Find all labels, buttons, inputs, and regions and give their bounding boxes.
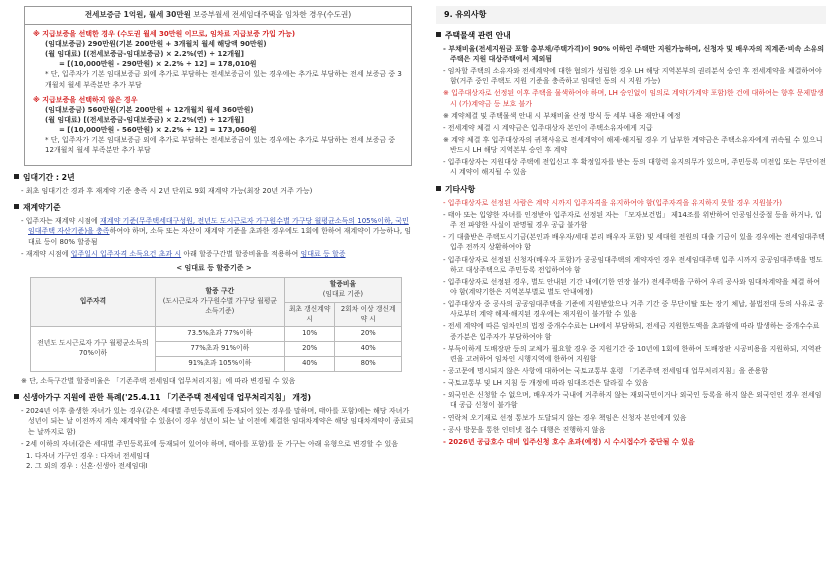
newborn-sub-2: 2. 그 외의 경우 : 신혼·신생아 전세임대Ⅰ (26, 462, 148, 471)
list-item: - 입주대상자로 선정된 경우, 별도 안내된 기간 내에(기한 연장 불가) 전세주택을 구하여 우리 공사와 임대차계약을 체결 하여야 함(계약기한은 지역본부별로 별도 안내예정) (443, 277, 821, 296)
surcharge-table-title: < 임대료 등 할증기준 > (176, 263, 252, 272)
list-item: ※ 입주대상자로 선정된 이후 주택을 물색하여야 하며, LH 승인없이 임의로 계약(가계약 포함)한 건에 대하여는 향후 문제발생시 (가)계약금 등 보호 불가 (443, 89, 824, 108)
col-range: 할증 구간 (도시근로자 가구원수별 가구당 월평균 소득기준) (155, 278, 284, 327)
list-item: - 국토교통부 및 LH 지침 등 개정에 따라 임대조건은 달라질 수 있음 (443, 379, 649, 388)
list-item: - 공고문에 명시되지 않은 사항에 대하여는 국토교통부 훈령 「기존주택 전세임대 업무처리지침」을 준용함 (443, 366, 769, 375)
list-item: - 입주대상자로 선정된 사람은 계약 시까지 입주자격을 유지하여야 함(입주자격을 유지하지 못할 경우 지원불가) (443, 198, 782, 207)
list-item: - 태아 또는 입양한 자녀를 인정받아 입주자로 선정된 자는 「모자보건법」 제14조를 위반하여 인공임신중절 등을 하거나, 입주 전 파양한 사실이 판명될 경우 공급 불가함 (443, 211, 822, 230)
etc-section-title: 기타사항 (436, 184, 826, 195)
renew-item-1: - 입주자는 재계약 시점에 재계약 기준(무주택세대구성원, 전년도 도시근로자 가구원수별 가구당 월평균소득의 105%이하, 국민임대주택 자산기준)을 충족하여야 하며, 소득 또는 자산이 재계약 기준을 초과한 경우에도 1회에 한하여 재계약이 가능하나, 임대료 등이 80% 할증됨 (21, 217, 412, 246)
list-item: - 입주대상자는 지원대상 주택에 전입신고 후 확정일자를 받는 등의 대항력 유지의무가 있으며, 주민등록 미전입 또는 무단이전 시 계약이 해지될 수 있음 (443, 158, 826, 177)
right-column (436, 6, 826, 449)
bullet-square-icon (14, 174, 19, 179)
list-item: - 임차할 주택의 소유자와 전세계약에 대한 협의가 성립한 경우 LH 해당 지역본부의 권리분석 승인 후 전세계약을 체결하여야 함(거주 중인 주택도 지원 기준을 충족하고 임대인 동의 시 지원 가능) (443, 67, 822, 86)
newborn-item-2: - 2세 이하의 자녀(같은 세대별 주민등록표에 등재되어 있어야 하며, 태아를 포함)를 둔 가구는 아래 유형으로 변경할 수 있음 (21, 439, 399, 448)
housing-section-title: 주택물색 관련 안내 (436, 30, 826, 41)
list-item: ※ 계약 체결 후 입주대상자의 귀책사유로 전세계약이 해제·해지될 경우 기 납부한 계약금은 주택소유자에게 귀속될 수 있으니 반드시 LH 해당 지역본부 승인 후 계약 (443, 136, 823, 155)
list-item: - 입주대상자 중 공사의 공공임대주택을 기준에 지원받았으나 거주 기간 중 무단이탈 또는 장기 체납, 불법전대 등의 사유로 공사로부터 계약 해제·해지된 경우에는 재지원이 불가할 수 있음 (443, 300, 824, 319)
list-item: - 입주대상자로 선정된 신청자(배우자 포함)가 공공임대주택의 계약자인 경우 전세임대주택 입주 시까지 공공임대주택을 명도하고 대상주택으로 주민등록 전입하여야 함 (443, 255, 823, 274)
col-rate: 할증비율 (임대료 기준) (284, 278, 401, 303)
period-section-title: 임대기간 : 2년 (14, 172, 414, 183)
case-no-guarantee: ※ 지급보증을 선택하지 않은 경우 (임대보증금) 560만원(기본 200만원 + 12개월치 월세 360만원) (월 임대료) [(전세보증금-임대보증금) × 2.2%(연) ÷ 12개월] = [(10,000만원 - 560만원) × 2.2% ÷ 12] = 173,060원 * 단, 입주자가 기본 임대보증금 외에 추가로 부담하는 전세보증금이 있는 경우에는 추가로 부담하는 전세 보증금 중 12개월치 월세 부족분만 추가 부담 (33, 95, 396, 155)
case-guarantee: ※ 지급보증을 선택한 경우 (수도권 월세 30만원 이므로, 임차료 지급보증 가입 가능) (임대보증금) 290만원(기본 200만원 + 3개월치 월세 해당액 90만원) (월 임대료) [(전세보증금-임대보증금) × 2.2%(연) ÷ 12개월] = [(10,000만원 - 290만원) × 2.2% ÷ 12] = 178,010원 * 단, 입주자가 기본 임대보증금 외에 추가로 부담하는 전세보증금이 있는 경우에는 추가로 부담하는 전세 보증금 중 3개월치 월세 부족분만 추가 부담 (33, 29, 402, 89)
example-box (24, 6, 412, 166)
list-item: - 기 대출받은 주택도시기금(본인과 배우자/세대 분리 배우자 포함) 및 세대원 전원의 대출 기금이 있을 경우에는 전세임대주택 입주 전까지 상환하여야 함 (443, 233, 825, 252)
list-item: - 공사 방문을 통한 인터넷 접수 대행은 진행하지 않음 (443, 425, 606, 434)
table-row: 91%초과 105%이하 40% 80% (31, 357, 402, 372)
left-column (14, 6, 414, 471)
etc-list (436, 198, 826, 447)
list-item: - 2026년 공급호수 대비 입주신청 호수 초과(예정) 시 수시접수가 중단될 수 있음 (443, 437, 695, 446)
renew-item-2: - 재계약 시점에 입주일시 입주자격 소득요건 초과 시 아래 할증구간별 할증비율을 적용하여 임대료 등 할증 (21, 249, 346, 258)
qualification-cell: 전년도 도시근로자 가구 월평균소득의 70%이하 (31, 327, 156, 372)
renew-section-title: 재계약기준 (14, 202, 414, 213)
table-row: 77%초과 91%이하 20% 40% (31, 342, 402, 357)
newborn-item-1: - 2024년 이후 출생한 자녀가 있는 경우(같은 세대별 주민등록표에 등재되어 있는 경우를 말하며, 태아를 포함)에는 해당 자녀가 성년이 되는 날 이전까지 계속 재계약할 수 있음(이 경우 성년이 되는 날 이전에 체결한 임대차계약은 해당 임대차계약이 종료되는 날까지로 함) (21, 407, 414, 436)
list-item: ※ 계약체결 및 주택물색 안내 시 부채비율 산정 방식 등 세부 내용 재안내 예정 (443, 111, 681, 120)
table-note: ※ 단, 소득구간별 할증비율은 「기존주택 전세임대 업무처리지침」에 따라 변경될 수 있음 (21, 376, 296, 385)
bullet-square-icon (436, 186, 441, 191)
list-item: - 부득이하게 도배장판 등의 교체가 필요할 경우 중 지원기간 중 10년에 1회에 한하여 도배장판 시공비용을 지원하되, 지역관련을 고려하여 임차인 시행지역에 한하여 지원함 (443, 344, 822, 363)
section-title: 9. 유의사항 (436, 6, 826, 24)
newborn-section-title: 신생아가구 지원에 관한 특례('25.4.11 「기존주택 전세임대 업무처리지침」 개정) (14, 392, 414, 403)
col-second-renewal: 2회차 이상 갱신계약 시 (335, 302, 402, 327)
bullet-square-icon (14, 204, 19, 209)
col-first-renewal: 최초 갱신계약 시 (284, 302, 335, 327)
bullet-square-icon (14, 394, 19, 399)
bullet-square-icon (436, 32, 441, 37)
table-row: 전년도 도시근로자 가구 월평균소득의 70%이하 73.5%초과 77%이하 10% 20% (31, 327, 402, 342)
list-item: - 외국인은 신청할 수 없으며, 배우자가 국내에 거주하지 않는 재외국민이거나 외국인 등록을 하지 않은 외국인인 경우 전세임대 공급 신청이 불가함 (443, 391, 822, 410)
period-item: - 최초 임대기간 경과 후 재계약 기준 충족 시 2년 단위로 9회 재계약 가능(최장 20년 거주 가능) (21, 186, 313, 195)
surcharge-table (30, 277, 402, 372)
list-item: - 전세계약 체결 시 계약금은 입주대상자 본인이 주택소유자에게 지급 (443, 123, 653, 132)
list-item: - 연락처 오기재로 선정 통보가 도달되지 않는 경우 책임은 신청자 본인에게 있음 (443, 413, 687, 422)
list-item: - 부채비율(전세지원금 포함 총부채/주택가격)이 90% 이하인 주택만 지원가능하며, 신청자 및 배우자의 직계존·비속 소유의 주택은 지원 대상주택에서 제외됨 (443, 44, 824, 64)
list-item: - 전세 계약에 따른 임차인의 법정 중개수수료는 LH에서 부담하되, 전세금 지원한도액을 초과함에 따라 발생하는 중개수수료 증가분은 입주자가 부담하여야 함 (443, 322, 820, 341)
newborn-sub-1: 1. 다자녀 가구인 경우 : 다자녀 전세임대 (26, 451, 150, 460)
col-qualification: 입주자격 (31, 278, 156, 327)
housing-list (436, 44, 826, 178)
example-box-title: 전세보증금 1억원, 월세 30만원 보증부월세 전세임대주택을 임차한 경우(수도권) (25, 7, 411, 25)
